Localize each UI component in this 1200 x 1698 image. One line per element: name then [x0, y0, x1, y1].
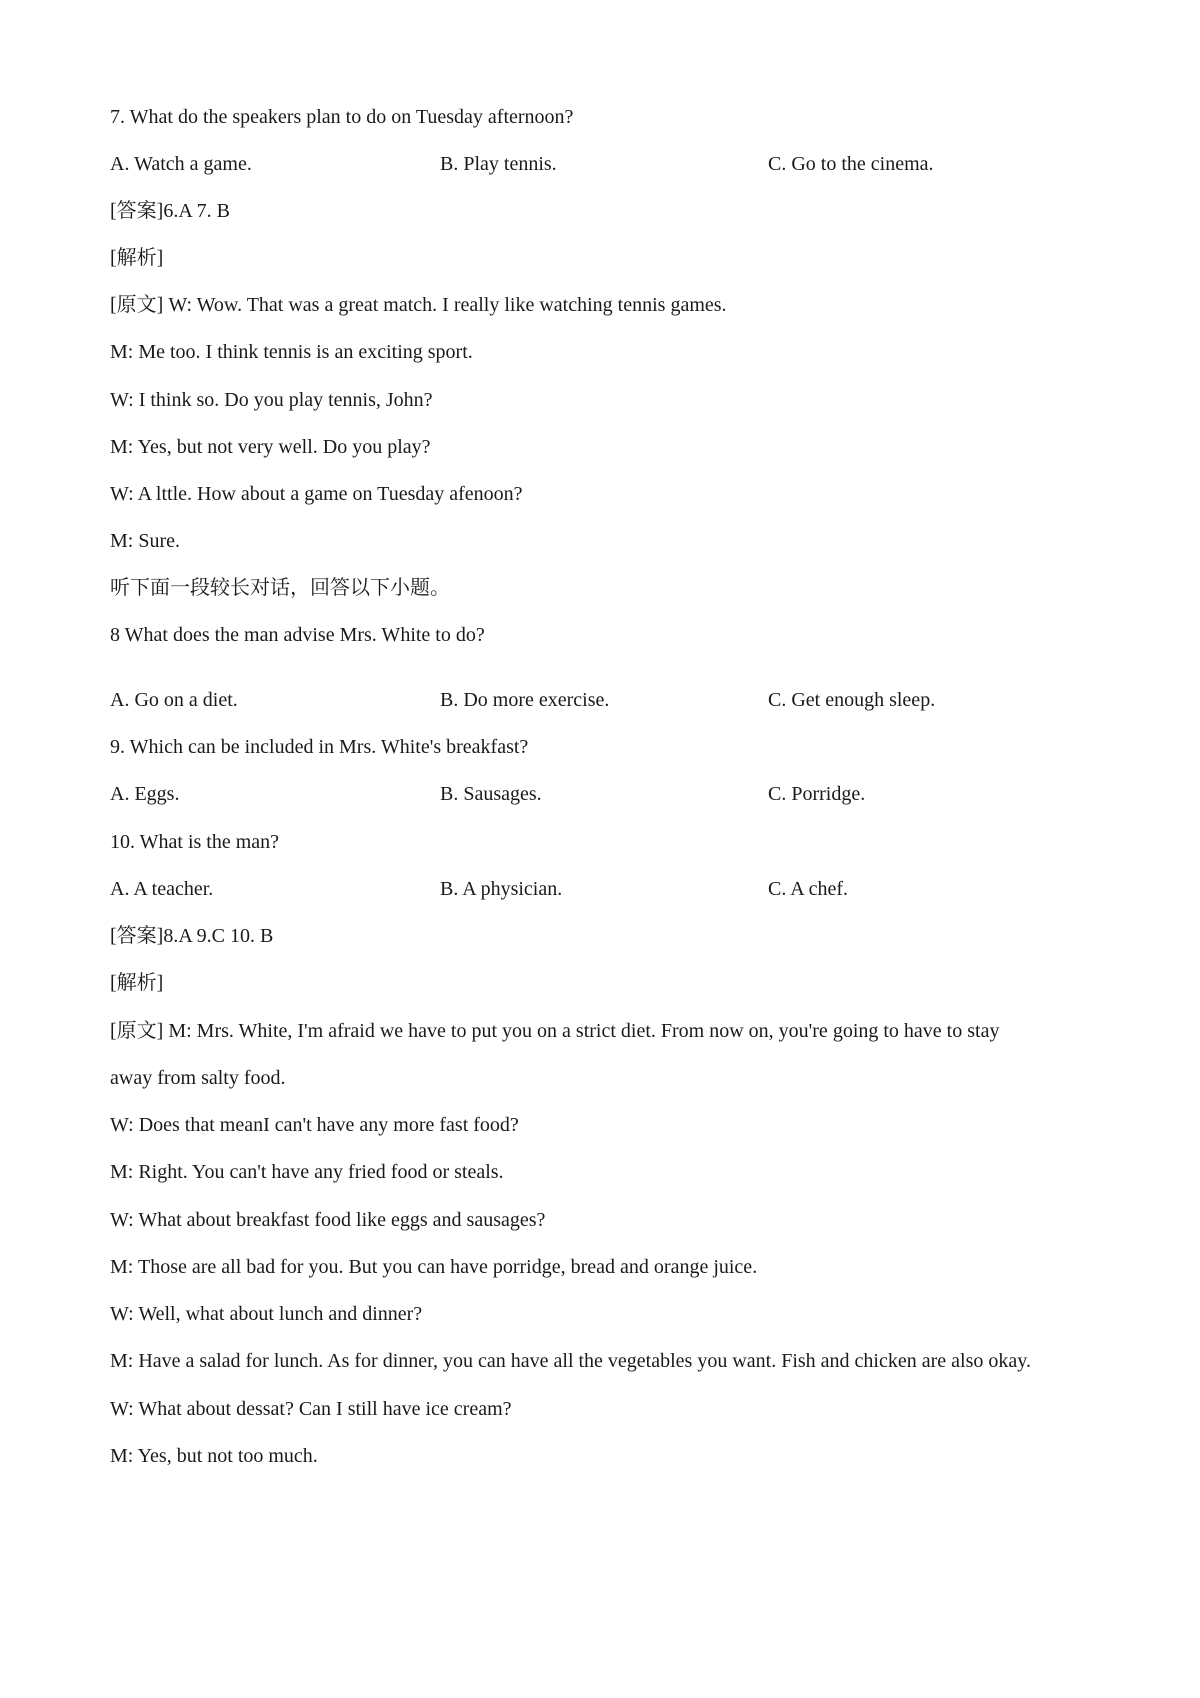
section-instruction: 听下面一段较长对话，回答以下小题。	[110, 577, 450, 599]
question-8: 8 What does the man advise Mrs. White to do?	[110, 624, 485, 646]
question-7: 7. What do the speakers plan to do on Tuesday afternoon?	[110, 106, 574, 128]
transcript-line: W: What about dessat? Can I still have ice cream?	[110, 1398, 512, 1420]
transcript-line: [原文] W: Wow. That was a great match. I really like watching tennis games.	[110, 294, 727, 316]
transcript-line: M: Yes, but not too much.	[110, 1445, 318, 1467]
transcript-line: M: Have a salad for lunch. As for dinner, you can have all the vegetables you want. Fish and chicken are also okay.	[110, 1350, 1031, 1372]
q7-option-b: B. Play tennis.	[440, 153, 557, 175]
q10-option-c: C. A chef.	[768, 878, 848, 900]
transcript-line: W: What about breakfast food like eggs and sausages?	[110, 1209, 546, 1231]
q10-option-b: B. A physician.	[440, 878, 563, 900]
transcript-line: M: Right. You can't have any fried food or steals.	[110, 1161, 504, 1183]
transcript-line: [原文] M: Mrs. White, I'm afraid we have to put you on a strict diet. From now on, you're going to have to stay	[110, 1020, 1000, 1042]
q8-option-a: A. Go on a diet.	[110, 689, 238, 711]
transcript-line: W: Does that meanI can't have any more fast food?	[110, 1114, 519, 1136]
question-9: 9. Which can be included in Mrs. White's breakfast?	[110, 736, 529, 758]
transcript-line: M: Me too. I think tennis is an exciting sport.	[110, 341, 473, 363]
answer-key-2: [答案]8.A 9.C 10. B	[110, 925, 274, 947]
q10-option-a: A. A teacher.	[110, 878, 214, 900]
analysis-label-1: [解析]	[110, 247, 164, 269]
analysis-label-2: [解析]	[110, 972, 164, 994]
transcript-line: W: Well, what about lunch and dinner?	[110, 1303, 423, 1325]
q9-option-c: C. Porridge.	[768, 783, 866, 805]
q8-option-c: C. Get enough sleep.	[768, 689, 936, 711]
transcript-line: M: Sure.	[110, 530, 180, 552]
transcript-line: W: A lttle. How about a game on Tuesday afenoon?	[110, 483, 523, 505]
q7-option-c: C. Go to the cinema.	[768, 153, 934, 175]
q9-option-a: A. Eggs.	[110, 783, 180, 805]
q8-option-b: B. Do more exercise.	[440, 689, 610, 711]
q7-option-a: A. Watch a game.	[110, 153, 252, 175]
transcript-line: M: Yes, but not very well. Do you play?	[110, 436, 431, 458]
question-10: 10. What is the man?	[110, 831, 280, 853]
q9-option-b: B. Sausages.	[440, 783, 542, 805]
answer-key-1: [答案]6.A 7. B	[110, 200, 230, 222]
transcript-line: away from salty food.	[110, 1067, 286, 1089]
transcript-line: W: I think so. Do you play tennis, John?	[110, 389, 433, 411]
transcript-line: M: Those are all bad for you. But you can have porridge, bread and orange juice.	[110, 1256, 758, 1278]
